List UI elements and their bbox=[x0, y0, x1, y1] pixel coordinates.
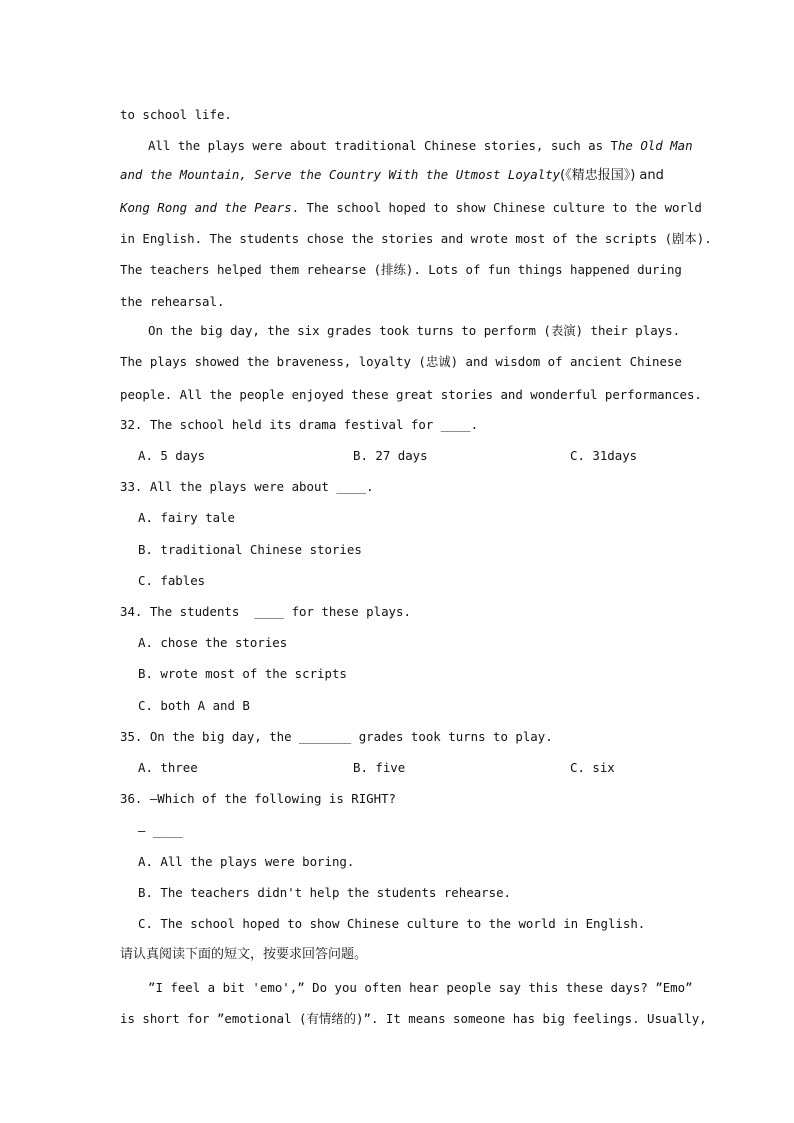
passage-line: On the big day, the six grades took turns to perform (表演) their plays. bbox=[148, 323, 681, 338]
option-a: A. All the plays were boring. bbox=[138, 854, 355, 869]
passage-line bbox=[120, 200, 702, 216]
option-b: B. five bbox=[353, 760, 406, 775]
option-b: B. The teachers didn't help the students rehearse. bbox=[138, 885, 511, 900]
play-title: and the Mountain, Serve the Country With the Utmost Loyalty bbox=[120, 167, 561, 182]
question-stem: 33. All the plays were about ____. bbox=[120, 479, 374, 494]
passage-line: to school life. bbox=[120, 107, 232, 122]
question-stem: 34. The students ____ for these plays. bbox=[120, 604, 411, 619]
passage-text: All the plays were about traditional Chinese stories, such as T bbox=[148, 138, 618, 153]
question-stem: 35. On the big day, the _______ grades took turns to play. bbox=[120, 729, 553, 744]
passage-line: The plays showed the braveness, loyalty (忠诚) and wisdom of ancient Chinese bbox=[120, 354, 682, 369]
play-title: Kong Rong and the Pears bbox=[120, 200, 292, 215]
option-b: B. 27 days bbox=[353, 448, 428, 463]
passage-line: in English. The students chose the stories and wrote most of the scripts (剧本). bbox=[120, 231, 712, 246]
passage-line: people. All the people enjoyed these great stories and wonderful performances. bbox=[120, 387, 702, 402]
passage-line bbox=[120, 167, 664, 184]
option-c: C. The school hoped to show Chinese culture to the world in English. bbox=[138, 916, 646, 931]
passage-line bbox=[148, 138, 693, 154]
answer-line: — ____ bbox=[138, 823, 183, 838]
passage-line: is short for ”emotional (有情绪的)”. It means someone has big feelings. Usually, bbox=[120, 1011, 707, 1026]
passage-text: . The school hoped to show Chinese culture to the world bbox=[291, 200, 702, 215]
option-a: A. three bbox=[138, 760, 198, 775]
option-b: B. traditional Chinese stories bbox=[138, 542, 362, 557]
section-instruction: 请认真阅读下面的短文，按要求回答问题。 bbox=[120, 947, 368, 962]
option-c: C. fables bbox=[138, 573, 206, 588]
passage-line: The teachers helped them rehearse (排练). Lots of fun things happened during bbox=[120, 262, 682, 277]
question-stem: 36. —Which of the following is RIGHT? bbox=[120, 791, 397, 806]
option-a: A. 5 days bbox=[138, 448, 206, 463]
passage-line: ”I feel a bit 'emo',” Do you often hear people say this these days? ”Emo” bbox=[148, 980, 693, 995]
option-c: C. 31days bbox=[570, 448, 638, 463]
play-title: he Old Man bbox=[617, 138, 693, 153]
option-a: A. chose the stories bbox=[138, 635, 288, 650]
passage-text: (《精忠报国》) and bbox=[560, 168, 664, 183]
option-c: C. both A and B bbox=[138, 698, 250, 713]
option-a: A. fairy tale bbox=[138, 510, 235, 525]
option-c: C. six bbox=[570, 760, 615, 775]
question-stem: 32. The school held its drama festival for ____. bbox=[120, 417, 479, 432]
passage-line: the rehearsal. bbox=[120, 294, 225, 309]
option-b: B. wrote most of the scripts bbox=[138, 666, 347, 681]
